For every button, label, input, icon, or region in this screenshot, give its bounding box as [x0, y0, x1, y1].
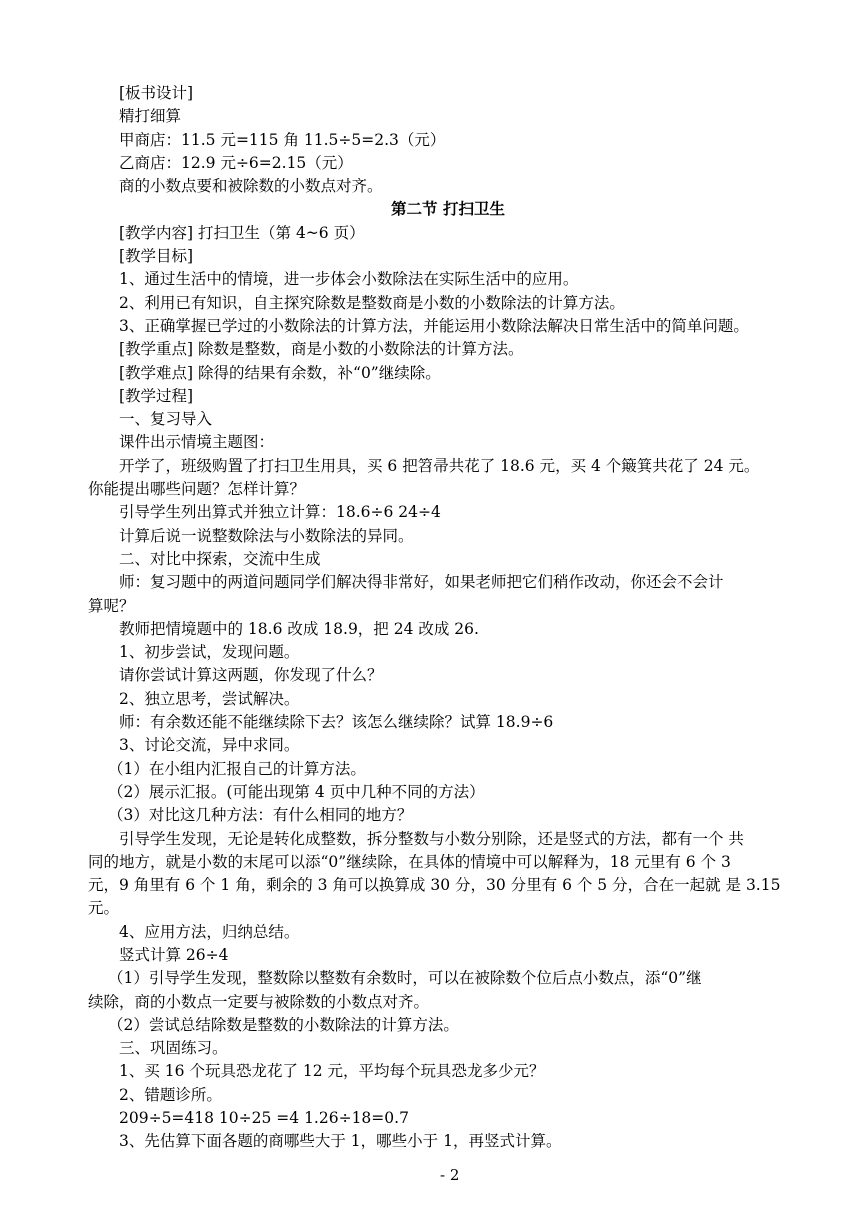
text-line: 乙商店：12.9 元÷6=2.15（元）	[119, 153, 353, 172]
text-line: [教学过程]	[119, 386, 194, 405]
page-number: - 2	[440, 1166, 460, 1184]
text-line: 2、错题诊所。	[119, 1085, 222, 1104]
text-line: 商的小数点要和被除数的小数点对齐。	[119, 177, 383, 196]
text-line: 教师把情境题中的 18.6 改成 18.9，把 24 改成 26.	[119, 619, 479, 638]
text-line: [教学重点] 除数是整数，商是小数的小数除法的计算方法。	[119, 340, 524, 359]
page-body	[88, 82, 808, 1154]
text-line: 3、先估算下面各题的商哪些大于 1，哪些小于 1，再竖式计算。	[119, 1132, 562, 1151]
text-line: 竖式计算 26÷4	[119, 945, 229, 964]
text-line: 二、对比中探索，交流中生成	[119, 549, 321, 568]
text-line: 师：有余数还能不能继续除下去？该怎么继续除？试算 18.9÷6	[119, 713, 554, 732]
text-line: 精打细算	[119, 107, 182, 126]
text-line: 计算后说一说整数除法与小数除法的异同。	[119, 526, 414, 545]
text-line: [教学难点] 除得的结果有余数，补“0”继续除。	[119, 363, 441, 382]
text-line: 4、应用方法，归纳总结。	[119, 922, 300, 941]
text-line: 一、复习导入	[119, 410, 213, 429]
text-line: 1、通过生活中的情境，进一步体会小数除法在实际生活中的应用。	[119, 270, 579, 289]
text-line: 3、讨论交流，异中求同。	[119, 736, 300, 755]
text-line: （1）在小组内汇报自己的计算方法。	[108, 759, 366, 778]
text-line: （2）展示汇报。(可能出现第 4 页中几种不同的方法）	[108, 782, 485, 801]
text-line: 续除，商的小数点一定要与被除数的小数点对齐。	[88, 992, 430, 1011]
text-line: 同的地方，就是小数的末尾可以添“0”继续除，在具体的情境中可以解释为，18 元里有 6 个 3	[88, 852, 731, 871]
text-line: 甲商店：11.5 元=115 角 11.5÷5=2.3（元）	[119, 130, 446, 149]
text-line: 师：复习题中的两道问题同学们解决得非常好，如果老师把它们稍作改动，你还会不会计	[119, 573, 724, 592]
text-line: 1、初步尝试，发现问题。	[119, 643, 300, 662]
text-line: （2）尝试总结除数是整数的小数除法的计算方法。	[108, 1015, 459, 1034]
text-line: [教学目标]	[119, 247, 194, 266]
text-line: 课件出示情境主题图：	[119, 433, 275, 452]
text-line: 2、利用已有知识，自主探究除数是整数商是小数的小数除法的计算方法。	[119, 293, 625, 312]
text-line: [教学内容] 打扫卫生（第 4~6 页）	[119, 223, 365, 242]
text-line: 元，9 角里有 6 个 1 角，剩余的 3 角可以换算成 30 分，30 分里有 6 个 5 分，合在一起就 是 3.15	[88, 876, 781, 895]
text-line: （3）对比这几种方法：有什么相同的地方？	[108, 806, 413, 825]
section-title: 第二节 打扫卫生	[391, 200, 505, 219]
text-line: （1）引导学生发现，整数除以整数有余数时，可以在被除数个位后点小数点，添“0”继	[108, 969, 702, 988]
text-line: 请你尝试计算这两题，你发现了什么？	[119, 666, 383, 685]
text-line: 3、正确掌握已学过的小数除法的计算方法，并能运用小数除法解决日常生活中的简单问题。	[119, 316, 749, 335]
text-line: 算呢？	[88, 596, 135, 615]
text-line: 2、独立思考，尝试解决。	[119, 689, 300, 708]
text-line: 209÷5=418 10÷25 =4 1.26÷18=0.7	[119, 1109, 409, 1128]
text-line: 你能提出哪些问题？怎样计算？	[88, 480, 306, 499]
text-line: 引导学生列出算式并独立计算：18.6÷6 24÷4	[119, 503, 441, 522]
text-line: 元。	[88, 899, 120, 918]
text-line: 引导学生发现，无论是转化成整数，拆分整数与小数分别除，还是竖式的方法，都有一个 共	[119, 829, 744, 848]
text-line: 1、买 16 个玩具恐龙花了 12 元，平均每个玩具恐龙多少元？	[119, 1062, 545, 1081]
text-line: 开学了，班级购置了打扫卫生用具，买 6 把笤帚共花了 18.6 元，买 4 个簸箕共花了 24 元。	[119, 456, 760, 475]
board-design-heading: [板书设计]	[119, 84, 194, 102]
text-line: 三、巩固练习。	[119, 1039, 228, 1058]
